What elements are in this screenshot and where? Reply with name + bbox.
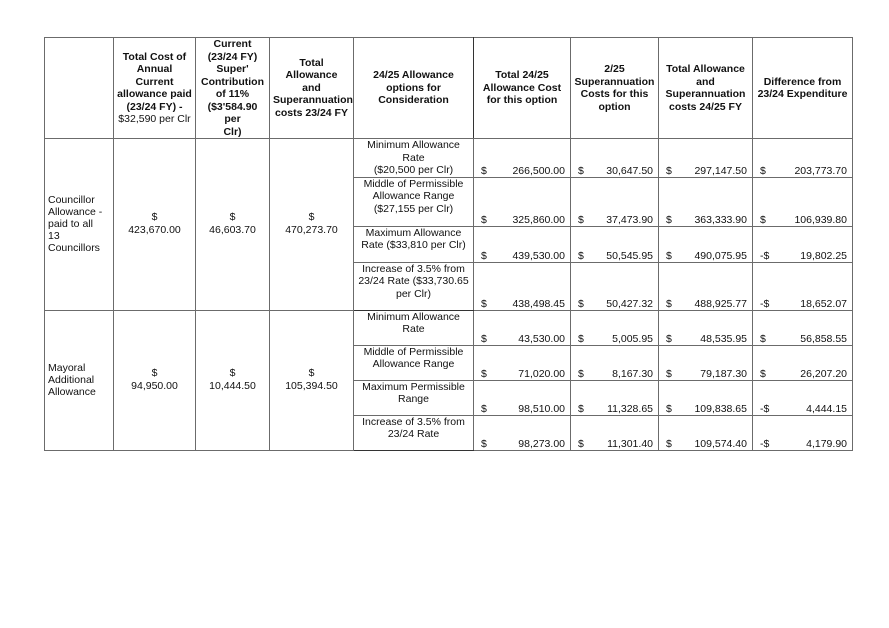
amount: 325,860.00 <box>512 213 565 226</box>
currency-symbol: $ <box>666 437 672 450</box>
currency-symbol: $ <box>481 249 487 262</box>
currency-symbol: $ <box>308 367 315 379</box>
option-label: Middle of Permissible Allowance Range <box>354 345 474 380</box>
amount: 203,773.70 <box>794 164 847 177</box>
amount: 98,273.00 <box>518 437 565 450</box>
option-total-cell <box>659 415 753 450</box>
header-current-super: Current (23/24 FY) Super' Contribution of 11% ($3'584.90 per Clr) <box>196 38 270 139</box>
header-total-cost-current: Total Cost of Annual Current allowance paid (23/24 FY) - $32,590 per Clr <box>114 38 196 139</box>
table-row <box>45 310 853 345</box>
amount: 363,333.90 <box>694 213 747 226</box>
header-rate-note: $32,590 per Clr <box>118 113 191 125</box>
currency-symbol: $ <box>151 211 158 224</box>
option-allowance-cell <box>474 415 571 450</box>
amount: 50,545.95 <box>606 249 653 262</box>
option-super-cell <box>571 262 659 310</box>
amount: 30,647.50 <box>606 164 653 177</box>
option-difference-cell <box>753 139 853 178</box>
currency-symbol: $ <box>229 367 236 379</box>
header-total-2425: Total Allowance and Superannuation costs 24/25 FY <box>659 38 753 139</box>
option-allowance-cell <box>474 262 571 310</box>
amount: 423,670.00 <box>128 224 181 237</box>
current-super-cell <box>196 310 270 450</box>
option-difference-cell <box>753 380 853 415</box>
option-super-cell <box>571 415 659 450</box>
amount: 105,394.50 <box>285 380 338 392</box>
amount: 109,574.40 <box>694 437 747 450</box>
amount: 109,838.65 <box>694 402 747 415</box>
currency-symbol: $ <box>760 213 766 226</box>
amount: 71,020.00 <box>518 367 565 380</box>
option-total-cell <box>659 139 753 178</box>
amount: 490,075.95 <box>694 249 747 262</box>
amount: 94,950.00 <box>131 380 178 392</box>
option-allowance-cell <box>474 177 571 226</box>
amount: 5,005.95 <box>612 332 653 345</box>
header-total-2425-cost: Total 24/25 Allowance Cost for this option <box>474 38 571 139</box>
currency-symbol: $ <box>481 213 487 226</box>
amount: 438,498.45 <box>512 297 565 310</box>
currency-symbol: $ <box>578 402 584 415</box>
header-options: 24/25 Allowance options for Consideration <box>354 38 474 139</box>
option-super-cell <box>571 226 659 262</box>
currency-symbol: $ <box>760 164 766 177</box>
amount: 470,273.70 <box>285 224 338 237</box>
option-label: Maximum Allowance Rate ($33,810 per Clr) <box>354 226 474 262</box>
currency-symbol: $ <box>578 437 584 450</box>
option-difference-cell <box>753 262 853 310</box>
current-allowance-cell <box>114 310 196 450</box>
option-label: Increase of 3.5% from 23/24 Rate ($33,730.65 per Clr) <box>354 262 474 310</box>
currency-symbol: $ <box>578 213 584 226</box>
option-label: Increase of 3.5% from 23/24 Rate <box>354 415 474 450</box>
option-difference-cell <box>753 177 853 226</box>
currency-symbol: $ <box>481 367 487 380</box>
amount: 26,207.20 <box>800 367 847 380</box>
currency-symbol: $ <box>760 332 766 345</box>
header-blank <box>45 38 114 139</box>
current-super-cell <box>196 139 270 311</box>
amount: 19,802.25 <box>800 249 847 262</box>
currency-symbol: -$ <box>760 297 770 310</box>
amount: 4,444.15 <box>806 402 847 415</box>
amount: 48,535.95 <box>700 332 747 345</box>
option-allowance-cell <box>474 226 571 262</box>
current-allowance-cell <box>114 139 196 311</box>
amount: 79,187.30 <box>700 367 747 380</box>
option-difference-cell <box>753 345 853 380</box>
table-row <box>45 139 853 178</box>
amount: 18,652.07 <box>800 297 847 310</box>
amount: 4,179.90 <box>806 437 847 450</box>
currency-symbol: $ <box>481 164 487 177</box>
amount: 439,530.00 <box>512 249 565 262</box>
option-difference-cell <box>753 310 853 345</box>
amount: 10,444.50 <box>209 380 256 392</box>
group-label: Councillor Allowance - paid to all 13 Councillors <box>45 139 114 311</box>
option-label: Middle of Permissible Allowance Range ($27,155 per Clr) <box>354 177 474 226</box>
header-super-costs: 2/25 Superannuation Costs for this option <box>571 38 659 139</box>
option-label: Maximum Permissible Range <box>354 380 474 415</box>
option-difference-cell <box>753 415 853 450</box>
currency-symbol: $ <box>666 164 672 177</box>
amount: 106,939.80 <box>794 213 847 226</box>
option-label: Minimum Allowance Rate ($20,500 per Clr) <box>354 139 474 178</box>
amount: 11,301.40 <box>607 437 653 450</box>
currency-symbol: -$ <box>760 437 770 450</box>
currency-symbol: $ <box>666 332 672 345</box>
option-total-cell <box>659 310 753 345</box>
currency-symbol: $ <box>229 211 236 224</box>
option-label: Minimum Allowance Rate <box>354 310 474 345</box>
currency-symbol: -$ <box>760 249 770 262</box>
currency-symbol: $ <box>308 211 315 224</box>
currency-symbol: $ <box>666 367 672 380</box>
amount: 37,473.90 <box>606 213 653 226</box>
option-allowance-cell <box>474 345 571 380</box>
currency-symbol: $ <box>481 297 487 310</box>
option-total-cell <box>659 262 753 310</box>
option-allowance-cell <box>474 139 571 178</box>
currency-symbol: $ <box>481 437 487 450</box>
amount: 98,510.00 <box>518 402 565 415</box>
amount: 46,603.70 <box>209 224 256 237</box>
currency-symbol: $ <box>666 402 672 415</box>
group-label: Mayoral Additional Allowance <box>45 310 114 450</box>
currency-symbol: $ <box>481 402 487 415</box>
option-total-cell <box>659 380 753 415</box>
currency-symbol: $ <box>578 164 584 177</box>
option-total-cell <box>659 177 753 226</box>
header-total-2324: Total Allowance and Superannuation costs 23/24 FY <box>270 38 354 139</box>
option-allowance-cell <box>474 380 571 415</box>
amount: 8,167.30 <box>612 367 653 380</box>
option-total-cell <box>659 345 753 380</box>
currency-symbol: $ <box>151 367 158 379</box>
amount: 43,530.00 <box>518 332 565 345</box>
total-2324-cell <box>270 139 354 311</box>
currency-symbol: $ <box>666 249 672 262</box>
option-super-cell <box>571 139 659 178</box>
total-2324-cell <box>270 310 354 450</box>
option-allowance-cell <box>474 310 571 345</box>
amount: 297,147.50 <box>694 164 747 177</box>
option-total-cell <box>659 226 753 262</box>
option-super-cell <box>571 380 659 415</box>
amount: 11,328.65 <box>607 402 653 415</box>
currency-symbol: $ <box>481 332 487 345</box>
currency-symbol: $ <box>578 367 584 380</box>
currency-symbol: $ <box>578 332 584 345</box>
currency-symbol: $ <box>666 297 672 310</box>
header-row <box>45 38 853 139</box>
currency-symbol: $ <box>578 297 584 310</box>
currency-symbol: $ <box>760 367 766 380</box>
amount: 56,858.55 <box>800 332 847 345</box>
currency-symbol: $ <box>578 249 584 262</box>
allowance-options-table <box>44 37 853 451</box>
amount: 266,500.00 <box>512 164 565 177</box>
currency-symbol: $ <box>666 213 672 226</box>
option-super-cell <box>571 177 659 226</box>
amount: 488,925.77 <box>694 297 747 310</box>
currency-symbol: -$ <box>760 402 770 415</box>
option-super-cell <box>571 310 659 345</box>
option-difference-cell <box>753 226 853 262</box>
option-super-cell <box>571 345 659 380</box>
header-difference: Difference from 23/24 Expenditure <box>753 38 853 139</box>
amount: 50,427.32 <box>606 297 653 310</box>
